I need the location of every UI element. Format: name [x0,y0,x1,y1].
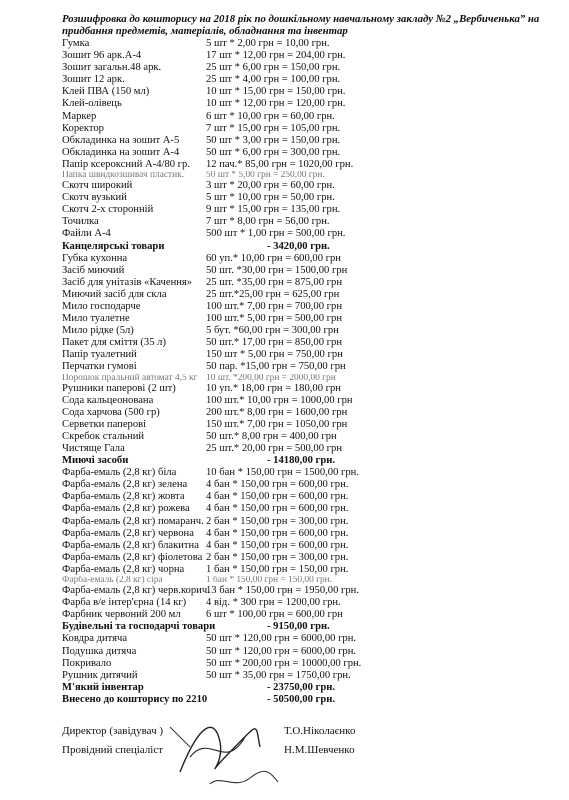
item-calculation: 50 шт * 5,00 грн = 250,00 грн. [206,171,325,181]
item-name: Ковдра дитяча [62,633,128,645]
item-row [62,147,542,159]
item-calculation: 50 шт. *30,00 грн = 1500,00 грн [206,264,348,276]
item-calculation: 50 пар. *15,00 грн = 750,00 грн [206,361,346,373]
item-row [62,98,542,110]
item-row [62,265,542,277]
item-calculation: 50 шт * 120,00 грн = 6000,00 грн. [206,645,357,657]
item-row [62,111,542,123]
item-row [62,62,542,74]
item-calculation: 25 шт * 4,00 грн = 100,00 грн. [206,74,341,86]
item-calculation: 50 шт.* 8,00 грн = 400,00 грн [206,430,337,442]
item-name: Папка швидкозшивач пластик. [62,171,185,181]
item-calculation: 4 бан * 150,00 грн = 600,00 грн. [206,503,349,515]
item-row [62,407,542,419]
item-name: Папір ксероксний А-4/80 гр. [62,158,190,170]
item-row [62,431,542,443]
item-calculation: 1 бан * 150,00 грн = 150,00 грн. [206,563,349,575]
item-row [62,349,542,361]
item-row [62,503,542,515]
item-calculation: 17 шт * 12,00 грн = 204,00 грн. [206,50,346,62]
title-line-2: придбання предметів, матеріалів, обладнання та інвентар [62,25,348,37]
item-calculation: 50 шт * 3,00 грн = 150,00 грн. [206,134,341,146]
item-row [62,216,542,228]
item-row [62,646,542,658]
item-calculation: 6 шт * 100,00 грн = 600,00 грн [206,609,343,621]
item-calculation: 50 шт * 35,00 грн = 1750,00 грн. [206,669,351,681]
item-name: Засіб миючий [62,264,125,276]
item-calculation: 4 бан * 150,00 грн = 600,00 грн. [206,479,349,491]
item-row [62,204,542,216]
item-name: Обкладинка на зошит А-4 [62,146,180,158]
item-calculation: 50 шт * 6,00 грн = 300,00 грн. [206,146,341,158]
item-row [62,289,542,301]
document-title [62,13,542,37]
item-name: Скотч широкий [62,180,133,192]
total-row [62,682,542,694]
item-name: Фарба-емаль (2,8 кг) блакитна [62,539,199,551]
item-calculation: 4 бан * 150,00 грн = 600,00 грн. [206,539,349,551]
item-row [62,301,542,313]
total-amount: - 9150,00 грн. [267,621,330,633]
item-row [62,479,542,491]
item-row [62,192,542,204]
item-calculation: 25 шт * 6,00 грн = 150,00 грн. [206,62,341,74]
item-row [62,585,542,597]
item-calculation: 4 бан * 150,00 грн = 600,00 грн. [206,527,349,539]
item-row [62,467,542,479]
item-calculation: 4 від. * 300 грн = 1200,00 грн. [206,597,341,609]
item-name: Коректор [62,122,104,134]
total-amount: - 3420,00 грн. [267,240,330,252]
total-amount: - 23750,00 грн. [267,681,336,693]
item-name: Папір туалетний [62,349,137,361]
item-row [62,50,542,62]
total-row [62,621,542,633]
item-name: Клей-олівець [62,98,122,110]
item-calculation: 60 уп.* 10,00 грн = 600,00 грн [206,252,341,264]
item-name: Мило господарче [62,300,141,312]
item-name: Скребок стальний [62,430,145,442]
item-name: Фарба-емаль (2,8 кг) біла [62,467,177,479]
item-name: Маркер [62,110,97,122]
item-name: Канцелярські товари [62,240,165,252]
item-calculation: 150 шт * 5,00 грн = 750,00 грн [206,349,343,361]
item-row [62,443,542,455]
item-name: Гумка [62,38,90,49]
item-row [62,171,542,180]
item-row [62,576,542,585]
item-name: М'який інвентар [62,681,144,693]
item-name: Фарба-емаль (2,8 кг) зелена [62,479,188,491]
item-row [62,228,542,240]
item-name: Перчатки гумові [62,361,137,373]
item-calculation: 200 шт.* 8,00 грн = 1600,00 грн [206,406,348,418]
total-amount: - 14180,00 грн. [267,455,336,467]
item-name: Засіб для унітазів «Качення» [62,276,193,288]
specialist-name: Н.М.Шевченко [284,744,355,756]
item-name: Миючий засіб для скла [62,288,167,300]
item-name: Фарба-емаль (2,8 кг) чорна [62,563,185,575]
item-name: Подушка дитяча [62,645,137,657]
item-calculation: 1 бан * 150,00 грн = 150,00 грн. [206,576,333,586]
item-row [62,135,542,147]
item-name: Порошок пральний автомат 4,5 кг [62,373,198,383]
item-row [62,374,542,383]
item-calculation: 150 шт.* 7,00 грн = 1050,00 грн [206,418,348,430]
item-name: Фарба-емаль (2,8 кг) сіра [62,576,163,586]
item-calculation: 10 шт. *200,00 грн = 2000,00 грн [206,373,336,383]
item-calculation: 2 бан * 150,00 грн = 300,00 грн. [206,551,349,563]
item-calculation: 25 шт. *35,00 грн = 875,00 грн [206,276,342,288]
item-name: Скотч 2-х сторонній [62,204,154,216]
item-name: Точилка [62,216,99,228]
item-calculation: 50 шт * 200,00 грн = 10000,00 грн. [206,657,362,669]
item-name: Зошит загальн.48 арк. [62,62,162,74]
item-calculation: 5 шт * 10,00 грн = 50,00 грн. [206,192,335,204]
item-calculation: 25 шт.*25,00 грн = 625,00 грн [206,288,340,300]
specialist-title: Провідний спеціаліст [62,744,164,756]
item-name: Рушники паперові (2 шт) [62,382,176,394]
item-name: Мило рідке (5л) [62,325,134,337]
item-name: Мило туалетне [62,313,130,325]
item-calculation: 10 бан * 150,00 грн = 1500,00 грн. [206,467,359,479]
item-row [62,633,542,645]
item-row [62,491,542,503]
item-name: Обкладинка на зошит А-5 [62,134,180,146]
director-name: Т.О.Ніколаєнко [284,725,356,737]
item-calculation: 25 шт.* 20,00 грн = 500,00 грн [206,443,342,454]
item-name: Фарбник червоний 200 мл [62,609,181,621]
item-name: Фарба-емаль (2,8 кг) фіолетова [62,551,203,563]
item-calculation: 5 шт * 2,00 грн = 10,00 грн. [206,38,330,49]
item-name: Файли А-4 [62,228,111,240]
item-row [62,609,542,621]
item-calculation: 3 шт * 20,00 грн = 60,00 грн. [206,180,335,192]
item-calculation: 9 шт * 15,00 грн = 135,00 грн. [206,204,341,216]
item-name: Покривало [62,657,112,669]
item-name: Фарба-емаль (2,8 кг) червона [62,527,194,539]
item-calculation: 2 бан * 150,00 грн = 300,00 грн. [206,515,349,527]
item-name: Пакет для сміття (35 л) [62,337,166,349]
item-calculation: 500 шт * 1,00 грн = 500,00 грн. [206,228,346,240]
item-row [62,540,542,552]
item-calculation: 100 шт.* 5,00 грн = 500,00 грн [206,313,342,325]
item-row [62,337,542,349]
item-calculation: 100 шт.* 7,00 грн = 700,00 грн [206,300,342,312]
item-row [62,159,542,171]
item-name: Фарба в/е інтер'єрна (14 кг) [62,597,187,609]
item-calculation: 10 шт * 12,00 грн = 120,00 грн. [206,98,346,110]
item-calculation: 10 уп.* 18,00 грн = 180,00 грн [206,382,341,394]
total-row [62,694,542,706]
item-row [62,516,542,528]
item-name: Губка кухонна [62,252,128,264]
item-name: Скотч вузький [62,192,127,204]
item-row [62,395,542,407]
total-row [62,241,542,253]
handwritten-signature [160,712,290,792]
item-row [62,325,542,337]
item-row [62,597,542,609]
item-row [62,361,542,373]
item-name: Сода кальцеонована [62,394,154,406]
item-row [62,419,542,431]
item-name: Внесено до кошторису по 2210 [62,693,208,705]
item-row [62,670,542,682]
item-name: Серветки паперові [62,418,147,430]
item-row [62,528,542,540]
item-row [62,564,542,576]
item-calculation: 100 шт.* 10,00 грн = 1000,00 грн [206,394,353,406]
item-row [62,38,542,50]
item-row [62,123,542,135]
total-amount: - 50500,00 грн. [267,693,336,705]
item-row [62,383,542,395]
title-line-1: Розшифровка до кошторису на 2018 рік по дошкільному навчальному закладу №2 „Вербиченька” на [62,13,540,25]
item-calculation: 50 шт * 120,00 грн = 6000,00 грн. [206,633,357,645]
item-name: Миючі засоби [62,455,129,467]
item-row [62,86,542,98]
item-name: Сода харчова (500 гр) [62,406,160,418]
item-name: Будівельні та господарчі товари [62,621,216,633]
item-calculation: 6 шт * 10,00 грн = 60,00 грн. [206,110,335,122]
item-row [62,180,542,192]
item-name: Фарба-емаль (2,8 кг) рожева [62,503,190,515]
item-row [62,552,542,564]
item-calculation: 12 пач.* 85,00 грн = 1020,00 грн. [206,158,354,170]
item-name: Зошит 96 арк.А-4 [62,50,142,62]
items-list [62,38,542,706]
item-row [62,253,542,265]
director-title: Директор (завідувач ) [62,725,164,737]
item-name: Фарба-емаль (2,8 кг) жовта [62,491,185,503]
item-name: Чистяще Гала [62,443,125,454]
item-row [62,658,542,670]
item-row [62,277,542,289]
item-name: Фарба-емаль (2,8 кг) черв.корич. [62,585,210,597]
item-calculation: 4 бан * 150,00 грн = 600,00 грн. [206,491,349,503]
item-calculation: 5 бут. *60,00 грн = 300,00 грн [206,325,339,337]
item-row [62,74,542,86]
total-row [62,455,542,467]
item-calculation: 50 шт.* 17,00 грн = 850,00 грн [206,337,342,349]
item-row [62,313,542,325]
item-calculation: 7 шт * 8,00 грн = 56,00 грн. [206,216,330,228]
item-name: Зошит 12 арк. [62,74,125,86]
item-calculation: 13 бан * 150,00 грн = 1950,00 грн. [206,585,359,597]
item-name: Фарба-емаль (2,8 кг) помаранч. [62,515,204,527]
item-calculation: 10 шт * 15,00 грн = 150,00 грн. [206,86,346,98]
item-name: Клей ПВА (150 мл) [62,86,150,98]
item-name: Рушник дитячий [62,669,138,681]
item-calculation: 7 шт * 15,00 грн = 105,00 грн. [206,122,341,134]
